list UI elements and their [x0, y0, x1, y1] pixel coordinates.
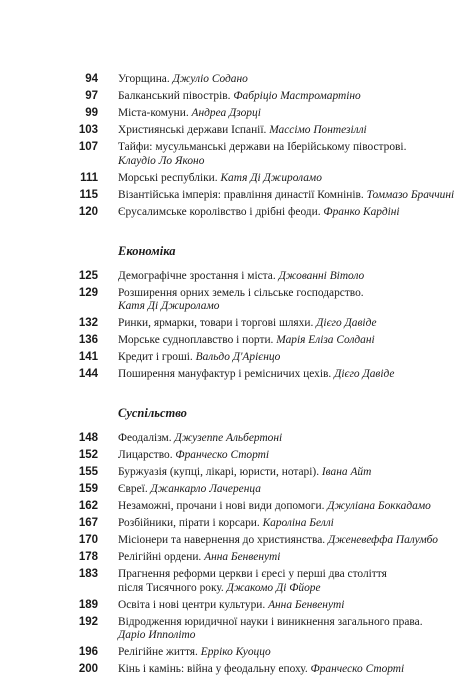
entry-title: Євреї. [118, 483, 151, 496]
entry-title: Кредит і гроші. [118, 351, 196, 364]
entry-title: Морське судноплавство і порти. [118, 334, 277, 347]
entry-author: Анна Бенвенуті [268, 598, 345, 611]
entry-title: Феодалізм. [118, 432, 175, 445]
entry-text [118, 466, 380, 480]
entry-author: Джузеппе Альбертоні [174, 432, 283, 445]
entry-text [118, 188, 454, 203]
entry-title: Угорщина. [118, 73, 173, 85]
entry-text [118, 270, 380, 284]
page-number: 196 [78, 646, 98, 659]
entry-text-continued [118, 629, 380, 643]
page-number: 189 [78, 598, 98, 611]
entry-text [118, 205, 400, 220]
entry-author: Андреа Дзорці [191, 107, 261, 119]
entry-title: Візантійська імперія: правління династії Комнінів. [118, 188, 367, 201]
entry-author: Франческо Сторті [175, 449, 270, 462]
entry-author: Джакомо Ді Фйоре [226, 581, 321, 594]
entry-author: Марія Еліза Солдані [276, 334, 375, 347]
entry-text [118, 663, 405, 677]
entry-title: Балканський півострів. [118, 90, 234, 102]
entry-text-continued [118, 155, 380, 169]
entry-title: Буржуазія (купці, лікарі, юристи, нотарі). [118, 466, 322, 479]
entry-title: Освіта і нові центри культури. [118, 598, 269, 611]
entry-author: Івана Айт [321, 466, 372, 479]
entry-text [118, 599, 380, 613]
entry-author: Фабріціо Мастромартіно [233, 90, 361, 102]
entry-author: Дієго Давіде [316, 317, 377, 330]
entry-title: Поширення мануфактур і ремісничих цехів. [118, 368, 335, 381]
entry-title: Прагнення реформи церкви і єресі у перші два століття [118, 568, 387, 581]
page-number: 97 [85, 90, 98, 102]
entry-title: Розширення орних земель і сільське господарство. [118, 286, 364, 299]
entry-author: Франческо Сторті [310, 663, 405, 676]
entry-author: Даріо Ипполіто [118, 629, 196, 642]
entry-title: Демографічне зростання і міста. [118, 269, 279, 282]
entry-author: Дженевеффа Палумбо [327, 534, 438, 547]
page-number: 94 [85, 73, 98, 85]
entry-text [118, 500, 431, 514]
page-number: 152 [78, 449, 98, 462]
page-number: 125 [78, 269, 98, 282]
entry-title: Єрусалимське королівство і дрібні феоди. [118, 205, 324, 218]
page-number: 162 [78, 500, 98, 513]
entry-title: Тайфи: мусульманські держави на Іберійському півострові. [118, 141, 407, 153]
page-number: 136 [78, 334, 98, 347]
entry-text [118, 517, 380, 531]
page-number: 183 [78, 568, 98, 581]
entry-author: Клаудіо Ло Яконо [118, 154, 205, 167]
entry-text [118, 334, 380, 348]
page-number: 155 [78, 466, 98, 479]
page-number: 111 [80, 171, 98, 184]
entry-title: після Тисячного року. [118, 581, 227, 594]
entry-text [118, 646, 380, 660]
page-number: 200 [78, 663, 98, 676]
entry-title: Міста-комуни. [118, 107, 192, 119]
entry-text [118, 172, 380, 186]
entry-text [118, 107, 380, 121]
entry-author: Франко Кардіні [323, 205, 400, 218]
entry-author: Джуліана Боккадамо [327, 500, 431, 513]
entry-author: Джованні Вітоло [278, 269, 365, 282]
page-number: 132 [78, 317, 98, 330]
entry-title: Незаможні, прочани і нові види допомоги. [118, 500, 328, 513]
entry-text [118, 432, 380, 446]
entry-title: Лицарство. [118, 449, 176, 462]
entry-text [118, 90, 380, 104]
page-number: 120 [78, 205, 98, 218]
entry-text [118, 368, 395, 382]
entry-author: Катя Ді Джироламо [220, 171, 322, 184]
entry-title: Кінь і камінь: війна у феодальну епоху. [118, 663, 311, 676]
entry-text [118, 615, 423, 630]
page-number: 167 [78, 517, 98, 530]
page-number: 159 [78, 483, 98, 496]
entry-text-continued [118, 582, 380, 596]
entry-author: Джуліо Содано [172, 73, 248, 85]
section-heading: Суспільство [118, 406, 187, 421]
entry-text [118, 317, 380, 331]
entry-title: Релігійне життя. [118, 646, 201, 659]
entry-text [118, 351, 380, 365]
entry-author: Анна Бенвенуті [204, 551, 281, 564]
entry-title: Християнські держави Іспанії. [118, 124, 270, 136]
page-number: 178 [78, 551, 98, 564]
entry-text [118, 483, 380, 497]
entry-text [118, 534, 438, 548]
entry-text [118, 141, 407, 155]
entry-title: Морські республіки. [118, 171, 221, 184]
page-number: 99 [85, 107, 98, 119]
entry-text [118, 287, 380, 301]
entry-text [118, 73, 380, 87]
entry-author: Джанкарло Лачеренца [150, 483, 261, 496]
entry-author: Томмазо Браччині [366, 188, 454, 201]
entry-author: Вальдо Д'Арієнцо [195, 351, 281, 364]
page-number: 192 [78, 615, 98, 628]
entry-title: Розбійники, пірати і корсари. [118, 517, 263, 530]
entry-text [118, 568, 387, 582]
entry-title: Відродження юридичної науки і виникнення загального права. [118, 615, 423, 628]
section-heading: Економіка [118, 243, 176, 258]
entry-author: Катя Ді Джироламо [118, 300, 220, 313]
page-number: 103 [78, 124, 98, 136]
page-number: 148 [78, 432, 98, 445]
entry-author: Ерріко Куоццо [200, 646, 271, 659]
page-number: 144 [78, 368, 98, 381]
entry-text-continued [118, 300, 380, 314]
entry-author: Массімо Понтезіллі [269, 124, 367, 136]
entry-title: Місіонери та навернення до християнства. [118, 534, 328, 547]
page-number: 107 [78, 141, 98, 153]
page-number: 170 [78, 534, 98, 547]
entry-text [118, 551, 380, 565]
entry-title: Релігійні ордени. [118, 551, 205, 564]
page-number: 115 [79, 188, 98, 201]
page-number: 129 [78, 286, 98, 299]
entry-text [118, 124, 380, 138]
entry-author: Кароліна Беллі [262, 517, 334, 530]
entry-author: Дієго Давіде [334, 368, 395, 381]
entry-text [118, 449, 380, 463]
entry-title: Ринки, ярмарки, товари і торгові шляхи. [118, 317, 317, 330]
page-number: 141 [78, 351, 98, 364]
